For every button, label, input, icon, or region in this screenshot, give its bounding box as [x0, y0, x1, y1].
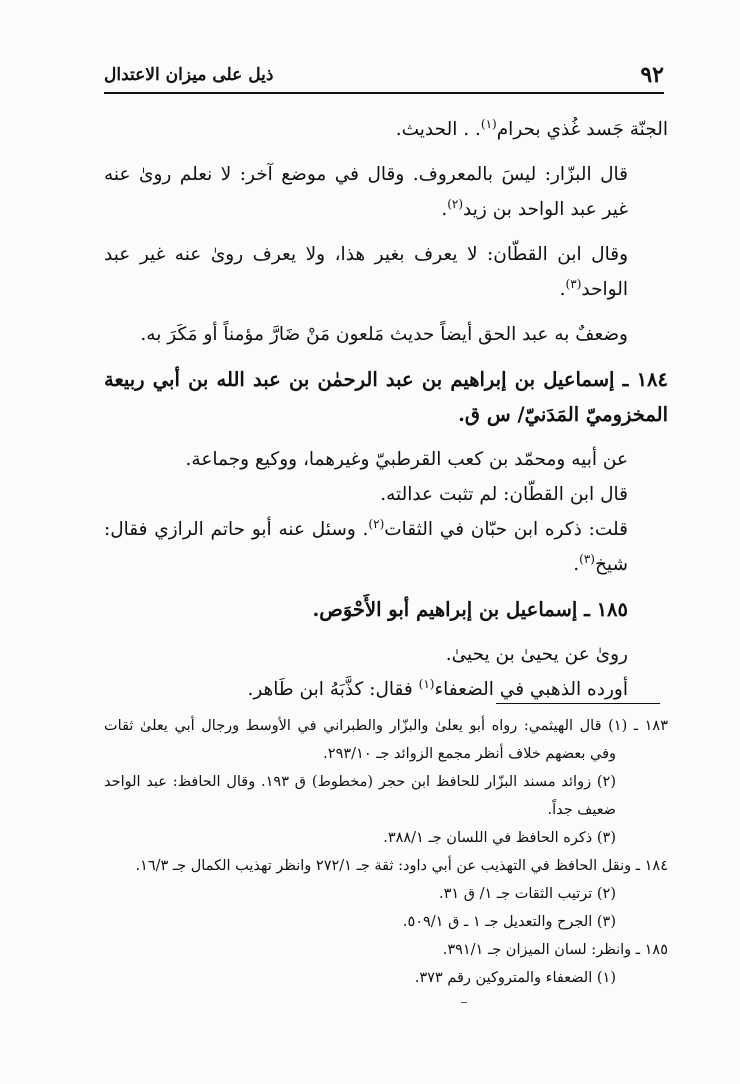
- footnote: ١٨٤ ـ ونقل الحافظ في التهذيب عن أبي داود: ثقة جـ ٢٧٢/١ وانظر تهذيب الكمال جـ ١٦/٣.: [135, 858, 668, 874]
- text-paragraph: قال البزّار: ليسَ بالمعروف. وقال في موضع آخر: لا نعلم روىٰ عنه غير عبد الواحد بن زيد$^{(٢)}$.: [104, 164, 628, 220]
- text-line: الجنّة جَسد غُذي بحرام$^{(١)}$. . الحديث.: [395, 116, 668, 140]
- text-line: روىٰ عن يحيىٰ بن يحيىٰ.: [445, 644, 628, 665]
- running-title: ذيل على ميزان الاعتدال: [104, 65, 274, 85]
- footnote: ١٨٥ ـ وانظر: لسان الميزان جـ ٣٩١/١.: [442, 942, 668, 958]
- text-line: قال ابن القطّان: لم تثبت عدالته.: [380, 484, 628, 505]
- footnote-ref: (١): [480, 116, 497, 131]
- footnote: (٢) ترتيب الثقات جـ ١/ ق ٣١.: [438, 886, 616, 902]
- footnote-rule: [496, 703, 660, 704]
- entry-185-title: ١٨٥ ـ إسماعيل بن إبراهيم أبو الأَحْوَص.: [312, 598, 628, 621]
- footnote: (٣) الجرح والتعديل جـ ١ ـ ق ٥٠٩/١.: [402, 914, 616, 930]
- footnote: (٢) زوائد مسند البزّار للحافظ ابن حجر (مخطوط) ق ١٩٣. وقال الحافظ: عبد الواحد ضعيف جداً.: [104, 774, 617, 818]
- entry-184-title: ١٨٤ ـ إسماعيل بن إبراهيم بن عبد الرحمٰن بن عبد الله بن أبي ربيعة المخزوميّ المَدَنيّ/ س ق.: [104, 368, 668, 426]
- footnote: ١٨٣ ـ (١) قال الهيثمي: رواه أبو يعلىٰ والبزّار والطبراني في الأوسط ورجال أبي يعلىٰ ثقات وفي بعضهم خلاف أنظر مجمع الزوائد جـ ٢٩٣/١٠.: [104, 718, 668, 762]
- text-line: عن أبيه ومحمّد بن كعب القرطبيّ وغيرهما، ووكيع وجماعة.: [185, 449, 628, 470]
- footnote-ref: (١): [418, 676, 435, 691]
- footnotes: [104, 712, 668, 992]
- footnote-ref: (٢): [447, 196, 464, 211]
- footnote: (٣) ذكره الحافظ في اللسان جـ ٣٨٨/١.: [383, 830, 616, 846]
- page-number: ٩٢: [640, 62, 664, 88]
- text-paragraph: وقال ابن القطّان: لا يعرف بغير هذا، ولا يعرف روىٰ عنه غير عبد الواحد$^{(٣)}$.: [104, 244, 628, 300]
- print-mark: [461, 1002, 467, 1007]
- footnote-ref: (٢): [368, 516, 385, 531]
- footnote: (١) الضعفاء والمتروكين رقم ٣٧٣.: [414, 970, 616, 986]
- text-paragraph: وضعفٌ به عبد الحق أيضاً حديث مَلعون مَنْ ضَارَّ مؤمناً أو مَكَرَ به.: [140, 324, 628, 345]
- text-paragraph: قلت: ذكره ابن حبّان في الثقات$^{(٢)}$. وسئل عنه أبو حاتم الرازي فقال: شيخ$^{(٣)}$.: [104, 516, 628, 575]
- main-text: [104, 112, 668, 707]
- header-rule: [104, 92, 664, 94]
- footnote-ref: (٣): [565, 276, 582, 291]
- footnote-ref: (٣): [579, 551, 595, 566]
- page-header: [104, 60, 664, 90]
- text-line: أورده الذهبي في الضعفاء$^{(١)}$ فقال: كذَّبَهُ ابن طَاهر.: [247, 676, 628, 700]
